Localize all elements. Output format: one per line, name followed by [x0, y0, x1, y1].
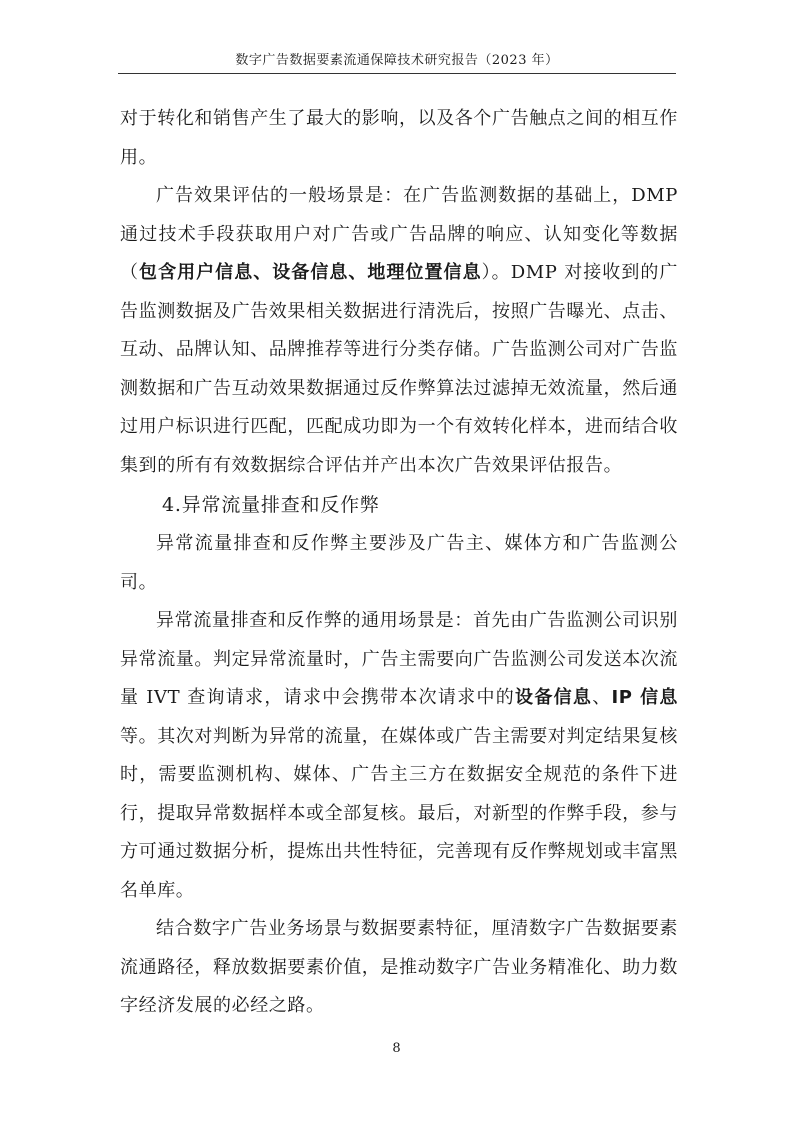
- paragraph-conclusion: 结合数字广告业务场景与数据要素特征，厘清数字广告数据要素流通路径，释放数据要素价值，是推动数字广告业务精准化、助力数字经济发展的必经之路。: [120, 918, 678, 1016]
- paragraph-participants: 异常流量排查和反作弊主要涉及广告主、媒体方和广告监测公司。: [120, 533, 678, 593]
- paragraph-text: 等。其次对判断为异常的流量，在媒体或广告主需要对判定结果复核时，需要监测机构、媒体、广告主三方在数据安全规范的条件下进行，提取异常数据样本或全部复核。最后，对新型的作弊手段，参与方可通过数据分析，提炼出共性特征，完善现有反作弊规划或丰富黑名单库。: [120, 725, 678, 901]
- bold-emphasis: 包含用户信息、设备信息、地理位置信息: [139, 262, 482, 283]
- running-header: 数字广告数据要素流通保障技术研究报告（2023 年）: [235, 53, 559, 68]
- paragraph-text: 广告效果评估的一般场景是：在广告监测数据的基础上，DMP 通过技术手段获取用户对广告或广告品牌的响应、认知变化等数据（: [120, 185, 678, 283]
- section-heading: 4.异常流量排查和反作弊: [162, 494, 380, 516]
- header-divider: [118, 73, 676, 74]
- page-number: 8: [392, 1041, 401, 1056]
- paragraph-anti-fraud-scenario: [120, 602, 678, 910]
- separator: 、: [592, 687, 612, 708]
- paragraph-ad-effect-evaluation: [120, 177, 678, 485]
- bold-emphasis: IP 信息: [611, 687, 679, 708]
- paragraph-text: ）。DMP 对接收到的广告监测数据及广告效果相关数据进行清洗后，按照广告曝光、点击、互动、品牌认知、品牌推荐等进行分类存储。广告监测公司对广告监测数据和广告互动效果数据通过反作弊算法过滤掉无效流量，然后通过用户标识进行匹配，匹配成功即为一个有效转化样本，进而结合收集到的所有有效数据综合评估并产出本次广告效果评估报告。: [120, 262, 678, 476]
- paragraph-continuation: 对于转化和销售产生了最大的影响，以及各个广告触点之间的相互作用。: [120, 108, 678, 168]
- bold-emphasis: 设备信息: [515, 687, 593, 708]
- paragraph-text: 异常流量排查和反作弊的通用场景是：首先由广告监测公司识别异常流量。判定异常流量时，广告主需要向广告监测公司发送本次流量 IVT 查询请求，请求中会携带本次请求中的: [120, 610, 678, 708]
- page-body: [120, 100, 678, 1026]
